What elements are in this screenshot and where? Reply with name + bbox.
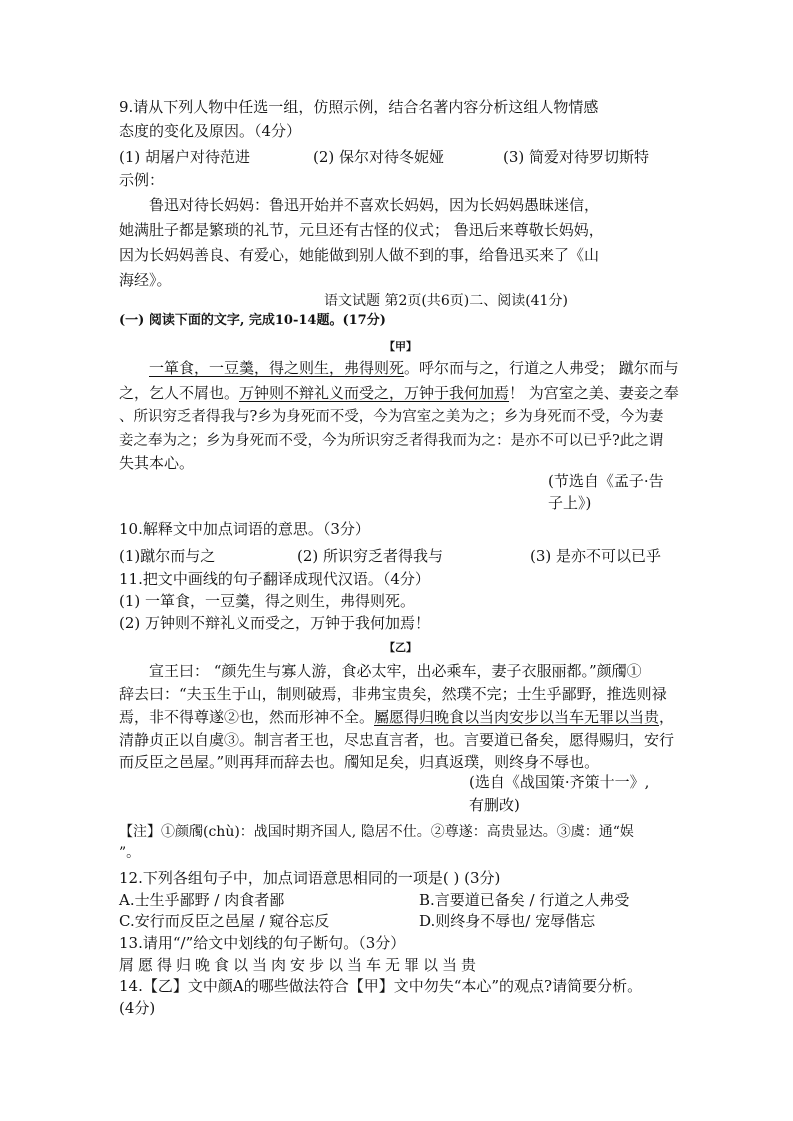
q14-title-line1: 14.【乙】文中颜A的哪些做法符合【甲】文中勿失“本心”的观点?请简要分析。 bbox=[119, 977, 643, 995]
passage-jia-source: 子上》) bbox=[548, 494, 592, 512]
q9-example-line: 海经》。 bbox=[119, 271, 172, 289]
q10-item-3: (3) 是亦不可以已乎 bbox=[530, 547, 662, 565]
passage-yi-line: 清静贞正以自虞③。制言者王也，尽忠直言者，也。言要道已备矣，愿得赐归，安行 bbox=[119, 731, 675, 749]
q12-option-c: C.安行而反臣之邑屋 / 窥谷忘反 bbox=[119, 912, 330, 930]
q9-option-1: (1) 胡屠户对待范进 bbox=[119, 148, 251, 166]
passage-yi-source: 有删改) bbox=[469, 796, 520, 814]
q13-sentence: 屑愿得归晚食以当肉安步以当车无罪以当贵 bbox=[119, 956, 481, 974]
q9-example-line: 鲁迅对待长妈妈：鲁迅开始并不喜欢长妈妈，因为长妈妈愚昧迷信， bbox=[149, 196, 600, 214]
page-footer: 语文试题 第2页(共6页)二、阅读(41分) bbox=[324, 293, 568, 309]
underlined-sentence: 屬愿得归晚食以当肉安步以当车无罪以当贵 bbox=[374, 708, 660, 726]
q9-option-3: (3) 简爱对待罗切斯特 bbox=[503, 148, 650, 166]
underlined-sentence: 一箪食，一豆羹，得之则生，弗得则死 bbox=[149, 359, 405, 377]
q9-title-line1: 9.请从下列人物中任选一组，仿照示例，结合名著内容分析这组人物情感 bbox=[119, 98, 599, 116]
passage-jia-line: 妾之奉为之；乡为身死而不受，今为所识穷乏者得我而为之：是亦不可以已乎?此之谓 bbox=[119, 433, 664, 449]
q10-title: 10.解释文中加点词语的意思。（3分） bbox=[119, 520, 370, 538]
passage-jia-line: 之，乞人不屑也。万钟则不辩礼义而受之，万钟于我何加焉！ 为宫室之美、妻妾之奉 bbox=[119, 384, 679, 402]
section-heading: (一) 阅读下面的文字, 完成10-14题。(17分) bbox=[119, 313, 386, 328]
passage-yi-line: 焉，非不得尊遂②也，然而形神不全。屬愿得归晚食以当肉安步以当车无罪以当贵， bbox=[119, 708, 675, 726]
q9-option-2: (2) 保尔对待冬妮娅 bbox=[313, 148, 445, 166]
q12-title: 12.下列各组句子中，加点词语意思相同的一项是( ) (3分) bbox=[119, 869, 501, 887]
passage-jia-line: 一箪食，一豆羹，得之则生，弗得则死。呼尔而与之，行道之人弗受； 蹴尔而与 bbox=[149, 359, 679, 377]
q12-option-a: A.士生乎鄙野 / 肉食者鄙 bbox=[119, 891, 285, 909]
q11-item-2: (2) 万钟则不辩礼义而受之，万钟于我何加焉！ bbox=[119, 614, 431, 632]
q13-title: 13.请用“/”给文中划线的句子断句。（3分） bbox=[119, 934, 406, 952]
passage-jia-line: 、所识穷乏者得我与?乡为身死而不受，今为宫室之美为之；乡为身死而不受，今为妻 bbox=[119, 409, 664, 425]
passage-jia-label: 【甲】 bbox=[384, 340, 417, 353]
q12-option-b: B.言要道已备矣 / 行道之人弗受 bbox=[419, 891, 630, 909]
passage-yi-line: 而反臣之邑屋。”则再拜而辞去也。斶知足矣，归真返璞，则终身不辱也。 bbox=[119, 753, 600, 771]
underlined-sentence: 万钟则不辩礼义而受之，万钟于我何加焉 bbox=[239, 384, 510, 402]
q9-example-line: 她满肚子都是繁琐的礼节，元旦还有古怪的仪式； 鲁迅后来尊敬长妈妈， bbox=[119, 221, 604, 239]
passage-jia-line: 失其本心。 bbox=[119, 454, 195, 472]
passage-yi-line: 宣王曰： “颜先生与寡人游，食必太牢，出必乘车，妻子衣服丽都。”颜斶① bbox=[149, 662, 642, 680]
passage-yi-source: (选自《战国策·齐策十一》, bbox=[469, 773, 650, 791]
q9-example-line: 因为长妈妈善良、有爱心，她能做到别人做不到的事，给鲁迅买来了《山 bbox=[119, 246, 600, 264]
q12-option-d: D.则终身不辱也/ 宠辱偕忘 bbox=[419, 912, 596, 930]
q9-title-line2: 态度的变化及原因。（4分） bbox=[119, 122, 302, 140]
q10-item-2: (2) 所识穷乏者得我与 bbox=[297, 547, 444, 565]
q11-title: 11.把文中画线的句子翻译成现代汉语。（4分） bbox=[119, 570, 430, 588]
passage-jia-source: (节选自《孟子·告 bbox=[548, 472, 664, 490]
note-line: ”。 bbox=[119, 845, 141, 861]
q11-item-1: (1) 一箪食，一豆羹，得之则生，弗得则死。 bbox=[119, 592, 416, 610]
note-line: 【注】①颜斶(chù)：战国时期齐国人, 隐居不仕。②尊遂：高贵显达。③虞：通“娱 bbox=[119, 824, 634, 840]
passage-yi-label: 【乙】 bbox=[384, 641, 417, 654]
passage-yi-line: 辞去曰：“夫玉生于山，制则破焉，非弗宝贵矣，然璞不完；士生乎鄙野，推选则禄 bbox=[119, 685, 667, 703]
q10-item-1: (1)蹴尔而与之 bbox=[119, 547, 216, 565]
q9-example-label: 示例： bbox=[119, 171, 165, 189]
q14-title-line2: (4分) bbox=[119, 999, 156, 1017]
